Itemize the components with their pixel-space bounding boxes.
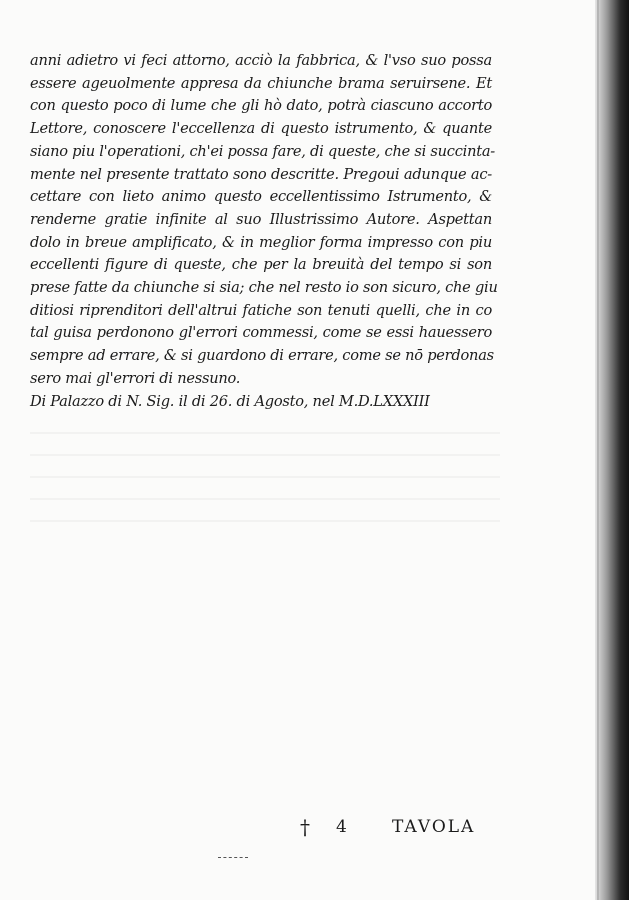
text-line: essere ageuolmente appresa da chiunche brama seruirsene. Et: [30, 74, 492, 92]
text-line: sempre ad errare, & si guardono di errare, come se nō perdonas: [30, 347, 494, 365]
text-line: prese fatte da chiunche si sia; che nel resto io son sicuro, che giu: [30, 279, 498, 297]
bottom-mark: [218, 857, 248, 859]
text-line: anni adietro vi feci attorno, acciò la fabbrica, & l'vso suo possa: [30, 52, 492, 69]
text-line: siano piu l'operationi, ch'ei possa fare, di queste, che si succinta-: [30, 142, 495, 160]
text-line: mente nel presente trattato sono descritte. Pregoui adunque ac-: [30, 165, 492, 183]
text-line: con questo poco di lume che gli hò dato, potrà ciascuno accorto: [30, 97, 492, 115]
text-line: tal guisa perdonono gl'errori commessi, come se essi hauessero: [30, 324, 492, 342]
catchword: TAVOLA: [392, 817, 476, 837]
text-line: eccellenti figure di queste, che per la breuità del tempo si son: [30, 256, 492, 274]
text-line: dolo in breue amplificato, & in meglior forma impresso con piu: [30, 233, 492, 251]
body-text: [30, 50, 498, 413]
text-line: ditiosi riprenditori dell'altrui fatiche son tenuti quelli, che in co: [30, 301, 492, 319]
signature-number: 4: [336, 817, 347, 837]
binding-shadow: [595, 0, 629, 900]
text-line: renderne gratie infinite al suo Illustrissimo Autore. Aspettan: [30, 210, 492, 228]
show-through: [30, 420, 500, 540]
text-line: sero mai gl'errori di nessuno.: [30, 369, 241, 387]
text-line: cettare con lieto animo questo eccellentissimo Istrumento, &: [30, 188, 492, 206]
dateline: Di Palazzo di N. Sig. il di 26. di Agosto, nel M.D.LXXXIII: [30, 392, 430, 410]
signature-mark: †: [300, 815, 310, 839]
text-line: Lettore, conoscere l'eccellenza di questo istrumento, & quante: [30, 120, 492, 138]
page-edge: [597, 0, 599, 900]
